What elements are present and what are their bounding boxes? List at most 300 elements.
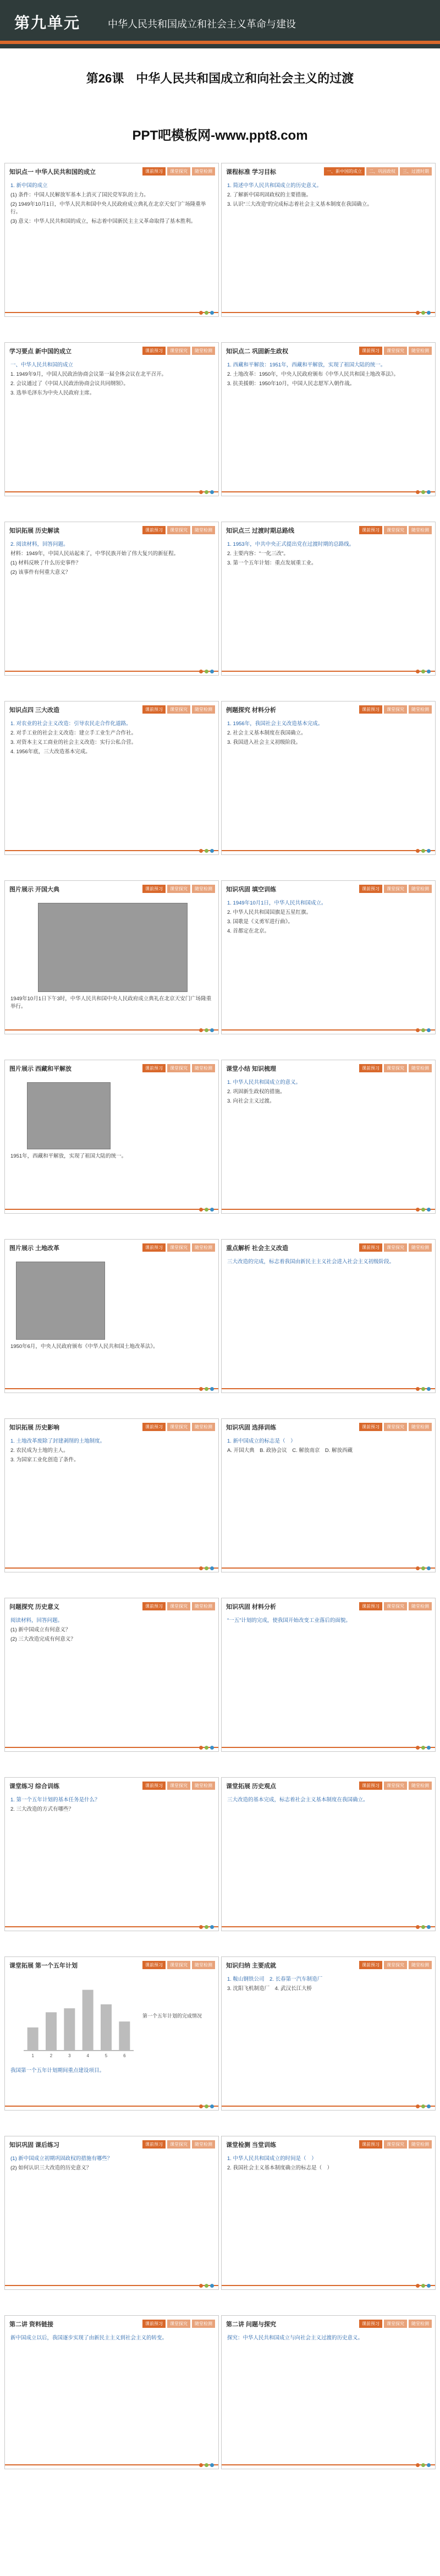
- slide-nav-button[interactable]: 随堂检测: [409, 1064, 432, 1072]
- slide-card[interactable]: [221, 1777, 436, 1931]
- slide-nav-button[interactable]: 课堂探究: [384, 1064, 407, 1072]
- slide-nav-button[interactable]: 课堂探究: [384, 1243, 407, 1252]
- slide-nav-button[interactable]: 课前预习: [359, 705, 382, 714]
- slide-card[interactable]: [221, 1060, 436, 1214]
- footer-bar: [5, 1388, 218, 1389]
- slide-card[interactable]: [221, 522, 436, 676]
- slide-nav-button[interactable]: 课前预习: [142, 1243, 166, 1252]
- footer-dot-icon: [199, 311, 203, 315]
- slide-nav-button[interactable]: 课前预习: [142, 2140, 166, 2149]
- historical-photo: [16, 1262, 105, 1340]
- slide-card[interactable]: [4, 2136, 219, 2290]
- bar: [119, 2021, 130, 2051]
- slide-nav-button[interactable]: 课堂探究: [167, 1602, 190, 1610]
- slide-text-line: 1. 第一个五年计划的基本任务是什么？: [10, 1797, 100, 1803]
- slide-nav-button[interactable]: 三、过渡时期: [400, 167, 432, 176]
- footer-dot-icon: [199, 670, 203, 673]
- slide-header: [5, 1778, 218, 1794]
- slide-card[interactable]: [4, 1239, 219, 1393]
- slide-nav-button[interactable]: 课前预习: [142, 167, 166, 176]
- slide-card[interactable]: [4, 163, 219, 317]
- slide-text-line: 3. 向社会主义过渡。: [227, 1098, 275, 1104]
- slide-text-line: 1. 土地改革废除了封建剥削的土地制度。: [10, 1438, 106, 1444]
- slide-nav-button[interactable]: 随堂检测: [192, 1961, 215, 1969]
- footer-dot-icon: [199, 849, 203, 853]
- unit-subtitle: 中华人民共和国成立和社会主义革命与建设: [108, 19, 296, 30]
- footer-dots: [199, 2463, 214, 2467]
- slide-nav-button[interactable]: 随堂检测: [192, 1602, 215, 1610]
- slide-text-line: 1. 1953年，中共中央正式提出党在过渡时期的总路线。: [227, 541, 355, 547]
- slide-header: [222, 701, 435, 718]
- slide-nav-button[interactable]: 随堂检测: [409, 526, 432, 534]
- slide-nav-button[interactable]: 随堂检测: [409, 2140, 432, 2149]
- slide-card[interactable]: [4, 522, 219, 676]
- slide-text-line: 我国第一个五年计划期间重点建设项目。: [10, 2068, 105, 2074]
- slide-text-line: (2) 1949年10月1日，中华人民共和国中央人民政府成立典礼在北京天安门广场隆重举行。: [10, 201, 206, 215]
- slide-card[interactable]: [221, 1956, 436, 2111]
- slide-nav-button[interactable]: 课前预习: [359, 1064, 382, 1072]
- slide-nav: [359, 2320, 432, 2328]
- footer-dots: [199, 490, 214, 494]
- footer-dots: [416, 2463, 431, 2467]
- slide-nav-button[interactable]: 课前预习: [142, 1423, 166, 1431]
- slide-nav: [142, 1064, 215, 1072]
- slide-nav: [359, 1423, 432, 1431]
- footer-dots: [199, 1387, 214, 1391]
- slide-tag: 图片展示 开国大典: [9, 886, 60, 893]
- slide-nav: [142, 347, 215, 355]
- slide-nav-button[interactable]: 课堂探究: [384, 526, 407, 534]
- footer-dot-icon: [199, 1746, 203, 1750]
- slide-nav-button[interactable]: 随堂检测: [409, 347, 432, 355]
- slide-tag: 图片展示 土地改革: [9, 1245, 60, 1252]
- footer-dot-icon: [210, 1028, 214, 1032]
- slide-text-line: 1. 中华人民共和国成立的时间是（ ）: [227, 2156, 317, 2162]
- slide-text-line: 阅读材料，回答问题。: [10, 1618, 63, 1624]
- footer-dot-icon: [421, 1925, 425, 1929]
- slide-footer: [222, 1922, 435, 1931]
- slide-body: [10, 2334, 213, 2457]
- slide-nav: [359, 526, 432, 534]
- slide-tag: 课程标准 学习目标: [226, 169, 277, 176]
- slide-nav-button[interactable]: 课前预习: [142, 1961, 166, 1969]
- footer-dot-icon: [205, 490, 208, 494]
- footer-dot-icon: [421, 849, 425, 853]
- slide-card[interactable]: [221, 880, 436, 1034]
- slide-footer: [5, 666, 218, 675]
- slide-text-line: 1949年10月1日下午3时，中华人民共和国中央人民政府成立典礼在北京天安门广场隆重举行。: [10, 996, 212, 1010]
- slide-text-line: 1. 1949年10月1日，中华人民共和国成立。: [227, 900, 327, 906]
- footer-dot-icon: [421, 490, 425, 494]
- footer-bar: [222, 2464, 435, 2465]
- slide-nav: [142, 885, 215, 893]
- footer-dots: [199, 311, 214, 315]
- slide-body: [10, 1438, 213, 1560]
- footer-dot-icon: [199, 490, 203, 494]
- slide-card[interactable]: [221, 342, 436, 496]
- slide-nav-button[interactable]: 课堂探究: [167, 1782, 190, 1790]
- slide-text-line: 4. 首都定在北京。: [227, 928, 270, 934]
- slide-nav: [359, 2140, 432, 2149]
- slide-nav-button[interactable]: 课堂探究: [384, 705, 407, 714]
- footer-bar: [222, 671, 435, 672]
- slide-card[interactable]: [4, 1418, 219, 1572]
- footer-dots: [199, 670, 214, 673]
- slide-text-line: 3. 选举毛泽东为中央人民政府主席。: [10, 390, 95, 396]
- slide-text-line: 3. 国歌是《义勇军进行曲》。: [227, 919, 293, 925]
- slide-nav-button[interactable]: 随堂检测: [409, 1782, 432, 1790]
- footer-dots: [416, 1925, 431, 1929]
- slide-card[interactable]: [221, 2136, 436, 2290]
- bar: [28, 2027, 38, 2051]
- slide-tag: 知识点四 三大改造: [9, 707, 60, 714]
- slide-nav: [359, 1782, 432, 1790]
- slide-nav: [142, 2320, 215, 2328]
- footer-bar: [222, 850, 435, 851]
- footer-dot-icon: [427, 2104, 431, 2108]
- slide-nav-button[interactable]: 课堂探究: [384, 1423, 407, 1431]
- slide-nav-button[interactable]: 随堂检测: [192, 347, 215, 355]
- slide-header: [222, 163, 435, 180]
- slide-text-line: 4. 1956年底，三大改造基本完成。: [10, 749, 91, 755]
- footer-dot-icon: [427, 490, 431, 494]
- slide-footer: [222, 1384, 435, 1393]
- slide-text-line: 1. 新中国成立的标志是（ ）: [227, 1438, 296, 1444]
- footer-bar: [5, 1926, 218, 1927]
- slide-header: [222, 343, 435, 359]
- slide-header: [5, 1060, 218, 1077]
- footer-dot-icon: [210, 849, 214, 853]
- slide-body: [227, 541, 430, 663]
- footer-dot-icon: [421, 1028, 425, 1032]
- slide-tag: 课堂拓展 第一个五年计划: [9, 1963, 78, 1969]
- x-tick-label: 1: [31, 2053, 34, 2058]
- footer-dot-icon: [210, 1746, 214, 1750]
- slide-nav-button[interactable]: 课堂探究: [384, 885, 407, 893]
- footer-dot-icon: [427, 1746, 431, 1750]
- slide-nav-button[interactable]: 课堂探究: [167, 1961, 190, 1969]
- slide-nav-button[interactable]: 随堂检测: [409, 1961, 432, 1969]
- slide-footer: [5, 1742, 218, 1751]
- footer-dot-icon: [427, 1208, 431, 1212]
- footer-dot-icon: [199, 1566, 203, 1570]
- slide-text-line: 1. 1949年9月，中国人民政治协商会议第一届全体会议在北平召开。: [10, 371, 167, 377]
- footer-dot-icon: [421, 1208, 425, 1212]
- slide-header: [222, 1060, 435, 1077]
- slide-tag: 第二讲 问题与探究: [226, 2321, 277, 2328]
- slide-body: [227, 1796, 430, 1919]
- slide-card[interactable]: [4, 1060, 219, 1214]
- slide-header: [5, 343, 218, 359]
- slide-nav-button[interactable]: 随堂检测: [192, 1423, 215, 1431]
- slide-footer: [5, 2101, 218, 2110]
- footer-dot-icon: [421, 670, 425, 673]
- footer-dot-icon: [205, 1566, 208, 1570]
- footer-dot-icon: [416, 1028, 420, 1032]
- footer-bar: [5, 1029, 218, 1031]
- footer-dot-icon: [416, 2463, 420, 2467]
- slide-card[interactable]: [4, 2315, 219, 2469]
- slide-nav-button[interactable]: 课前预习: [359, 347, 382, 355]
- slide-nav-button[interactable]: 课前预习: [359, 1602, 382, 1610]
- footer-dots: [416, 2104, 431, 2108]
- slide-nav-button[interactable]: 课前预习: [142, 347, 166, 355]
- x-tick-label: 6: [123, 2053, 126, 2058]
- slide-header: [5, 1419, 218, 1435]
- slide-nav-button[interactable]: 课前预习: [142, 705, 166, 714]
- slide-footer: [222, 308, 435, 316]
- slide-nav-button[interactable]: 随堂检测: [192, 526, 215, 534]
- slide-text-line: 1. 西藏和平解放：1951年，西藏和平解放，实现了祖国大陆的统一。: [227, 362, 386, 368]
- footer-bar: [5, 1747, 218, 1748]
- slide-text-line: (2) 该事件有何重大意义？: [10, 569, 71, 576]
- footer-dot-icon: [427, 2284, 431, 2288]
- footer-dot-icon: [421, 1566, 425, 1570]
- slide-text-line: (2) 如何认识三大改造的历史意义？: [10, 2165, 92, 2171]
- slide-text-line: 2. 社会主义基本制度在我国确立。: [227, 730, 306, 736]
- slide-nav-button[interactable]: 随堂检测: [192, 1064, 215, 1072]
- footer-dot-icon: [421, 311, 425, 315]
- slide-nav-button[interactable]: 随堂检测: [409, 1602, 432, 1610]
- slide-nav-button[interactable]: 随堂检测: [192, 2140, 215, 2149]
- slide-text-line: 2. 阅读材料，回答问题。: [10, 541, 69, 547]
- slide-text-line: A. 开国大典 B. 政协会议 C. 解放南京 D. 解放西藏: [227, 1448, 353, 1454]
- footer-dot-icon: [427, 1566, 431, 1570]
- slide-card[interactable]: [221, 1418, 436, 1572]
- footer-bar: [5, 671, 218, 672]
- slide-text-line: 2. 土地改革：1950年，中央人民政府颁布《中华人民共和国土地改革法》。: [227, 371, 399, 377]
- slide-header: [5, 1598, 218, 1615]
- slide-body: [227, 2155, 430, 2277]
- slide-header: [5, 1240, 218, 1256]
- slide-nav-button[interactable]: 课堂探究: [384, 1782, 407, 1790]
- slide-tag: 课堂拓展 历史观点: [226, 1783, 277, 1790]
- slide-card[interactable]: [4, 701, 219, 855]
- slide-nav-button[interactable]: 课堂探究: [167, 1243, 190, 1252]
- slide-nav-button[interactable]: 课堂探究: [167, 885, 190, 893]
- footer-dots: [416, 1746, 431, 1750]
- slide-nav-button[interactable]: 课堂探究: [167, 1423, 190, 1431]
- slide-nav-button[interactable]: 课堂探究: [384, 2320, 407, 2328]
- slide-nav: [142, 1602, 215, 1610]
- slide-text-line: 3. 我国进入社会主义初级阶段。: [227, 739, 301, 746]
- bar: [64, 2008, 75, 2051]
- footer-bar: [222, 1926, 435, 1927]
- slide-nav-button[interactable]: 随堂检测: [192, 1243, 215, 1252]
- x-tick-label: 4: [86, 2053, 89, 2058]
- slide-card[interactable]: [221, 1598, 436, 1752]
- slide-nav-button[interactable]: 随堂检测: [409, 705, 432, 714]
- slide-nav-button[interactable]: 课前预习: [142, 1782, 166, 1790]
- slide-body: [227, 1617, 430, 1739]
- footer-dot-icon: [416, 1208, 420, 1212]
- slide-tag: 学习要点 新中国的成立: [9, 348, 72, 355]
- slide-body: [227, 1258, 430, 1380]
- slide-text-line: 3. 抗美援朝：1950年10月，中国人民志愿军入朝作战。: [227, 381, 355, 387]
- unit-banner: [0, 0, 440, 48]
- slide-body: [227, 1079, 430, 1201]
- slide-header: [5, 2136, 218, 2153]
- slide-nav: [359, 347, 432, 355]
- slide-header: [222, 522, 435, 539]
- slide-nav-button[interactable]: 课前预习: [359, 1423, 382, 1431]
- slide-body: [227, 182, 430, 304]
- slide-text-line: 3. 对资本主义工商业的社会主义改造：实行公私合营。: [10, 739, 137, 746]
- slide-nav: [142, 1782, 215, 1790]
- slide-card[interactable]: [221, 701, 436, 855]
- footer-dot-icon: [416, 2284, 420, 2288]
- slide-footer: [5, 846, 218, 854]
- slide-body: [227, 1976, 430, 2098]
- slide-nav-button[interactable]: 课堂探究: [384, 1961, 407, 1969]
- footer-dot-icon: [205, 2104, 208, 2108]
- footer-dot-icon: [205, 2463, 208, 2467]
- footer-dot-icon: [199, 1028, 203, 1032]
- slide-nav-button[interactable]: 课堂探究: [384, 1602, 407, 1610]
- slide-text-line: 2. 对手工业的社会主义改造：建立手工业生产合作社。: [10, 730, 137, 736]
- slide-card[interactable]: [221, 1239, 436, 1393]
- slide-footer: [222, 666, 435, 675]
- slide-tag: 知识巩固 课后练习: [9, 2142, 60, 2149]
- slide-tag: 知识巩固 材料分析: [226, 1604, 277, 1610]
- slide-nav-button[interactable]: 课前预习: [359, 1243, 382, 1252]
- slide-nav-button[interactable]: 课前预习: [142, 1602, 166, 1610]
- slide-nav-button[interactable]: 课前预习: [359, 2140, 382, 2149]
- slide-tag: 知识点三 过渡时期总路线: [226, 528, 295, 534]
- slide-footer: [5, 1922, 218, 1931]
- footer-bar: [5, 1567, 218, 1569]
- slide-header: [5, 1957, 218, 1974]
- footer-bar: [5, 2285, 218, 2286]
- slide-nav-button[interactable]: 课前预习: [142, 1064, 166, 1072]
- slide-nav-button[interactable]: 一、新中国的成立: [324, 167, 365, 176]
- slide-nav-button[interactable]: 课前预习: [359, 885, 382, 893]
- slide-nav-button[interactable]: 随堂检测: [409, 1423, 432, 1431]
- footer-bar: [5, 2106, 218, 2107]
- footer-dot-icon: [416, 1387, 420, 1391]
- footer-dot-icon: [210, 311, 214, 315]
- slide-footer: [5, 2281, 218, 2289]
- historical-photo: [27, 1082, 111, 1149]
- slide-nav-button[interactable]: 课堂探究: [167, 167, 190, 176]
- slide-text-line: 1951年，西藏和平解放，实现了祖国大陆的统一。: [10, 1153, 127, 1159]
- watermark-text: PPT吧模板网-www.ppt8.com: [132, 128, 308, 143]
- footer-bar: [222, 1567, 435, 1569]
- slide-card[interactable]: [4, 342, 219, 496]
- slide-nav: [359, 1064, 432, 1072]
- slide-nav-button[interactable]: 课前预习: [142, 2320, 166, 2328]
- slide-body: [10, 182, 213, 304]
- slide-text-line: 1. 中华人民共和国成立的意义。: [227, 1079, 301, 1086]
- footer-dot-icon: [210, 1925, 214, 1929]
- bar: [46, 2012, 57, 2051]
- slide-nav-button[interactable]: 课堂探究: [167, 705, 190, 714]
- footer-dot-icon: [427, 849, 431, 853]
- slide-nav-button[interactable]: 随堂检测: [192, 2320, 215, 2328]
- slide-nav-button[interactable]: 随堂检测: [192, 1782, 215, 1790]
- slide-footer: [5, 1563, 218, 1572]
- slide-nav-button[interactable]: 随堂检测: [409, 2320, 432, 2328]
- slide-nav-button[interactable]: 课堂探究: [167, 2320, 190, 2328]
- slide-nav: [359, 1243, 432, 1252]
- slide-text-line: 三大改造的基本完成，标志着社会主义基本制度在我国确立。: [227, 1797, 369, 1803]
- slide-nav-button[interactable]: 课堂探究: [167, 347, 190, 355]
- footer-dot-icon: [210, 2463, 214, 2467]
- footer-dots: [199, 1208, 214, 1212]
- footer-dot-icon: [416, 1566, 420, 1570]
- slide-nav-button[interactable]: 课堂探究: [384, 2140, 407, 2149]
- slide-header: [5, 163, 218, 180]
- slide-nav-button[interactable]: 课堂探究: [167, 526, 190, 534]
- slide-text-line: 3. 第一个五年计划：重点发展重工业。: [227, 560, 317, 566]
- slide-nav-button[interactable]: 随堂检测: [409, 885, 432, 893]
- slide-card[interactable]: [221, 2315, 436, 2469]
- slide-card[interactable]: [4, 1777, 219, 1931]
- slide-nav-button[interactable]: 随堂检测: [409, 1243, 432, 1252]
- slide-body: [227, 361, 430, 484]
- slide-nav-button[interactable]: 课前预习: [142, 526, 166, 534]
- slide-nav-button[interactable]: 课堂探究: [167, 2140, 190, 2149]
- bar-chart: [16, 1979, 137, 2062]
- slide-card[interactable]: [4, 1956, 219, 2111]
- banner-stripe: [0, 41, 440, 44]
- slide-nav-button[interactable]: 随堂检测: [192, 167, 215, 176]
- slide-nav-button[interactable]: 课堂探究: [384, 347, 407, 355]
- slide-tag: 知识拓展 历史影响: [9, 1424, 60, 1431]
- slide-card[interactable]: [4, 880, 219, 1034]
- footer-dots: [416, 1387, 431, 1391]
- slide-text-line: (1) 新中国成立有何意义？: [10, 1627, 71, 1633]
- slide-card[interactable]: [221, 163, 436, 317]
- footer-dot-icon: [416, 490, 420, 494]
- slide-nav-button[interactable]: 课前预习: [359, 526, 382, 534]
- slide-text-line: (1) 条件：中国人民解放军基本上消灭了国民党军队的主力。: [10, 192, 149, 198]
- slide-nav-button[interactable]: 课前预习: [359, 1961, 382, 1969]
- footer-dot-icon: [210, 1387, 214, 1391]
- footer-dot-icon: [205, 1028, 208, 1032]
- slide-header: [222, 1598, 435, 1615]
- footer-dot-icon: [416, 849, 420, 853]
- footer-dot-icon: [210, 490, 214, 494]
- slide-body: [227, 2334, 430, 2457]
- slide-text-line: 探究：中华人民共和国成立与向社会主义过渡的历史意义。: [227, 2335, 364, 2341]
- slide-nav-button[interactable]: 课堂探究: [167, 1064, 190, 1072]
- footer-bar: [5, 491, 218, 492]
- footer-dots: [416, 670, 431, 673]
- footer-dot-icon: [199, 1387, 203, 1391]
- slide-tag: 课堂检测 当堂训练: [226, 2142, 277, 2149]
- slide-nav-button[interactable]: 随堂检测: [192, 885, 215, 893]
- footer-dot-icon: [416, 2104, 420, 2108]
- footer-bar: [5, 2464, 218, 2465]
- footer-dot-icon: [199, 2463, 203, 2467]
- slide-nav-button[interactable]: 课前预习: [359, 2320, 382, 2328]
- footer-dots: [199, 2284, 214, 2288]
- slide-nav-button[interactable]: 随堂检测: [192, 705, 215, 714]
- slide-nav-button[interactable]: 课前预习: [142, 885, 166, 893]
- slide-nav-button[interactable]: 二、巩固政权: [366, 167, 398, 176]
- footer-dot-icon: [416, 311, 420, 315]
- slide-header: [5, 522, 218, 539]
- slide-nav-button[interactable]: 课前预习: [359, 1782, 382, 1790]
- footer-dot-icon: [427, 2463, 431, 2467]
- slide-card[interactable]: [4, 1598, 219, 1752]
- slide-body: [10, 361, 213, 484]
- footer-dots: [416, 1566, 431, 1570]
- footer-bar: [222, 1209, 435, 1210]
- slide-tag: 知识归纳 主要成就: [226, 1963, 277, 1969]
- slide-tag: 知识巩固 选择训练: [226, 1424, 277, 1431]
